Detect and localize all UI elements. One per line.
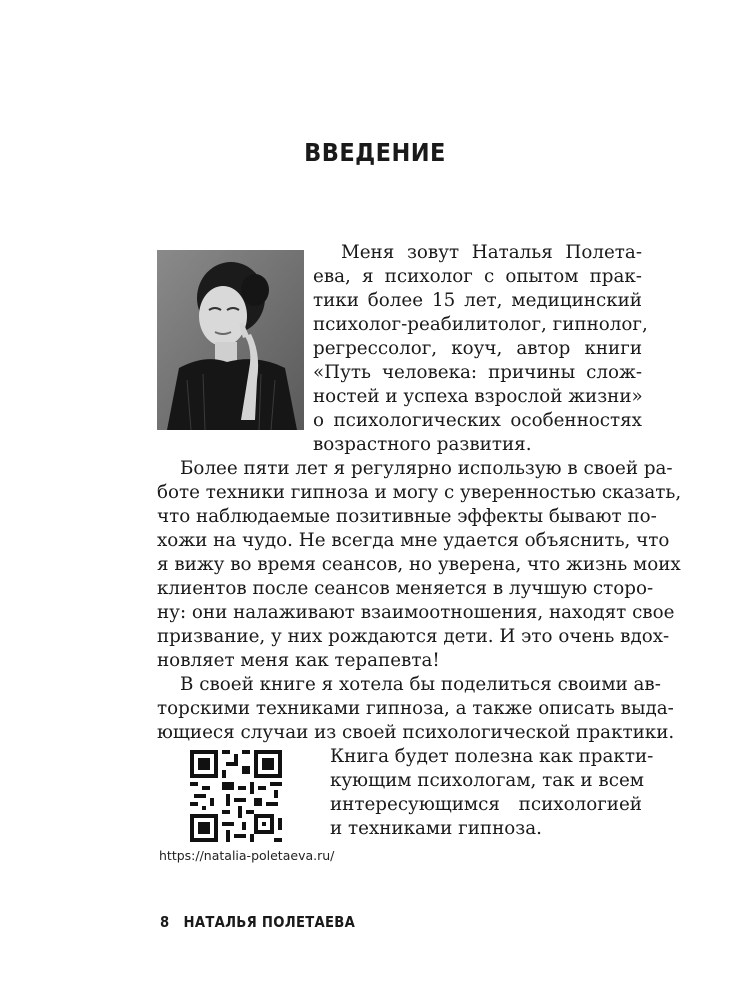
paragraph-1-line: ностей и успеха взрослой жизни»	[313, 386, 643, 407]
page-footer	[160, 913, 355, 931]
paragraph-1-line: психолог-реабилитолог, гипнолог,	[313, 314, 648, 335]
paragraph-1-line: ева, я психолог с опытом прак-	[313, 266, 642, 287]
paragraph-1-line: тики более 15 лет, медицинский	[313, 290, 642, 311]
paragraph-1-line: о психологических особенностях	[313, 410, 642, 431]
paragraph-3-line: ющиеся случаи из своей психологической практики.	[157, 722, 675, 743]
paragraph-2-line: призвание, у них рождаются дети. И это очень вдох-	[157, 626, 670, 647]
paragraph-4-line: и техниками гипноза.	[330, 818, 542, 839]
paragraph-2-line: Более пяти лет я регулярно использую в своей ра-	[180, 458, 673, 479]
page-number: 8	[160, 913, 170, 931]
chapter-heading: ВВЕДЕНИЕ	[304, 138, 446, 167]
paragraph-1-line: Меня зовут Наталья Полета-	[341, 242, 642, 263]
paragraph-2-line: что наблюдаемые позитивные эффекты бывают по-	[157, 506, 657, 527]
website-url[interactable]: https://natalia-poletaeva.ru/	[159, 848, 335, 863]
author-photo	[157, 250, 304, 430]
paragraph-1-line: возрастного развития.	[313, 434, 532, 455]
paragraph-4-line: интересующимся психологией	[330, 794, 642, 815]
paragraph-3-line: В своей книге я хотела бы поделиться своими ав-	[180, 674, 661, 695]
paragraph-2-line: новляет меня как терапевта!	[157, 650, 440, 671]
paragraph-4-line: кующим психологам, так и всем	[330, 770, 644, 791]
paragraph-1-line: регрессолог, коуч, автор книги	[313, 338, 642, 359]
qr-code[interactable]	[190, 750, 282, 842]
paragraph-4-line: Книга будет полезна как практи-	[330, 746, 654, 767]
paragraph-2-line: боте техники гипноза и могу с уверенностью сказать,	[157, 482, 682, 503]
paragraph-2-line: хожи на чудо. Не всегда мне удается объяснить, что	[157, 530, 670, 551]
paragraph-1-line: «Путь человека: причины слож-	[313, 362, 642, 383]
running-author: НАТАЛЬЯ ПОЛЕТАЕВА	[183, 913, 356, 931]
paragraph-3-line: торскими техниками гипноза, а также описать выда-	[157, 698, 674, 719]
paragraph-2-line: клиентов после сеансов меняется в лучшую сторо-	[157, 578, 654, 599]
paragraph-2-line: я вижу во время сеансов, но уверена, что жизнь моих	[157, 554, 681, 575]
paragraph-2-line: ну: они налаживают взаимоотношения, находят свое	[157, 602, 675, 623]
